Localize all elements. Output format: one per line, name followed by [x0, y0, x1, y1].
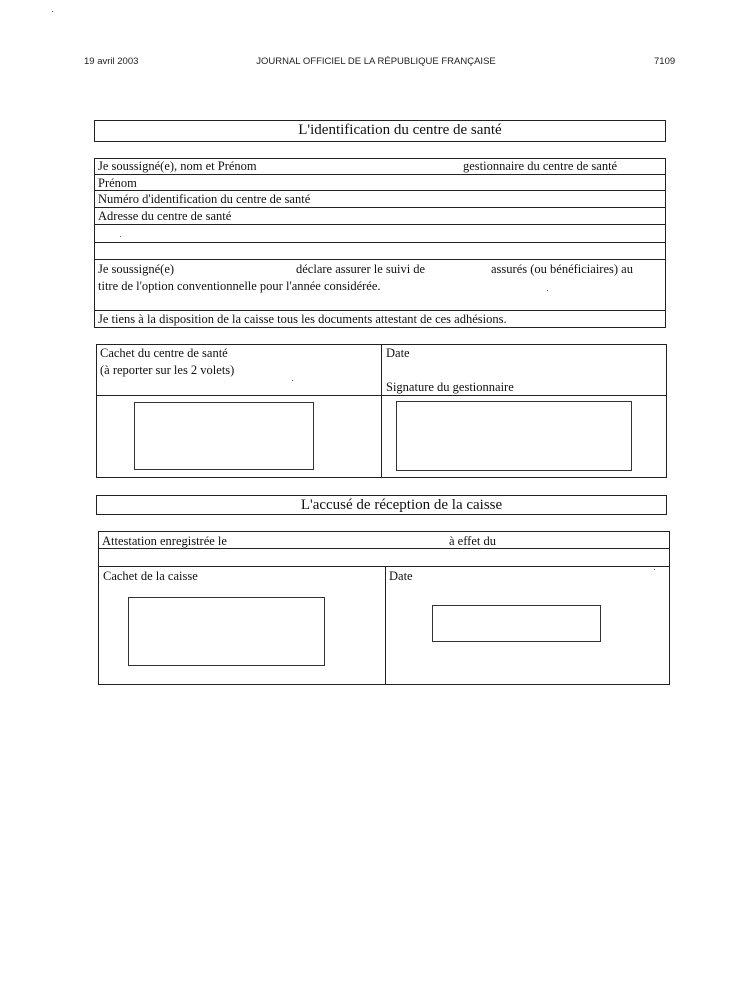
- accuse-title-box: [96, 495, 667, 515]
- row-divider: [94, 310, 666, 311]
- scan-speck: [547, 290, 548, 291]
- row-divider: [94, 207, 666, 208]
- scan-speck: [292, 380, 293, 381]
- row-divider: [94, 242, 666, 243]
- declaration-suivi: déclare assurer le suivi de: [296, 262, 426, 276]
- scan-speck: [120, 236, 121, 237]
- declaration-soussigne: Je soussigné(e): [98, 262, 175, 276]
- header-page-number: 7109: [654, 56, 676, 67]
- accuse-row-divider: [98, 548, 670, 549]
- accuse-title: L'accusé de réception de la caisse: [300, 497, 503, 513]
- header-date: 19 avril 2003: [84, 56, 139, 67]
- signature-date-label: Date: [386, 346, 410, 360]
- signature-gestionnaire-label: Signature du gestionnaire: [386, 380, 514, 394]
- nom-prenom-label: Je soussigné(e), nom et Prénom: [98, 159, 257, 173]
- scan-speck: [52, 11, 53, 12]
- accuse-row-divider: [98, 566, 670, 567]
- adresse-label: Adresse du centre de santé: [98, 209, 232, 223]
- row-divider: [94, 259, 666, 260]
- signature-area: [396, 401, 632, 471]
- prenom-label: Prénom: [98, 176, 137, 190]
- gestionnaire-label: gestionnaire du centre de santé: [463, 159, 618, 173]
- identification-title: L'identification du centre de santé: [298, 122, 502, 138]
- identification-title-box: [94, 120, 666, 142]
- identification-table: [94, 158, 666, 328]
- effet-du-label: à effet du: [449, 534, 496, 548]
- cachet-caisse-stamp-area: [128, 597, 325, 666]
- cachet-centre-label: Cachet du centre de santé: [100, 346, 228, 360]
- accuse-date-label: Date: [389, 569, 413, 583]
- accuse-date-area: [432, 605, 601, 642]
- cachet-centre-stamp-area: [134, 402, 314, 470]
- scan-speck: [654, 569, 655, 570]
- signature-column-divider: [381, 344, 382, 478]
- declaration-assures: assurés (ou bénéficiaires) au: [491, 262, 633, 276]
- accuse-column-divider: [385, 566, 386, 685]
- declaration-line2: titre de l'option conventionnelle pour l'année considérée.: [98, 279, 381, 293]
- numero-identification-label: Numéro d'identification du centre de santé: [98, 192, 311, 206]
- attestation-enregistree-label: Attestation enregistrée le: [102, 534, 227, 548]
- signature-row-divider: [96, 395, 667, 396]
- row-divider: [94, 190, 666, 191]
- disposition-statement: Je tiens à la disposition de la caisse tous les documents attestant de ces adhésions.: [98, 312, 507, 326]
- cachet-centre-note: (à reporter sur les 2 volets): [100, 363, 235, 377]
- cachet-caisse-label: Cachet de la caisse: [103, 569, 198, 583]
- row-divider: [94, 174, 666, 175]
- row-divider: [94, 224, 666, 225]
- header-journal-title: JOURNAL OFFICIEL DE LA RÉPUBLIQUE FRANÇAISE: [256, 56, 496, 67]
